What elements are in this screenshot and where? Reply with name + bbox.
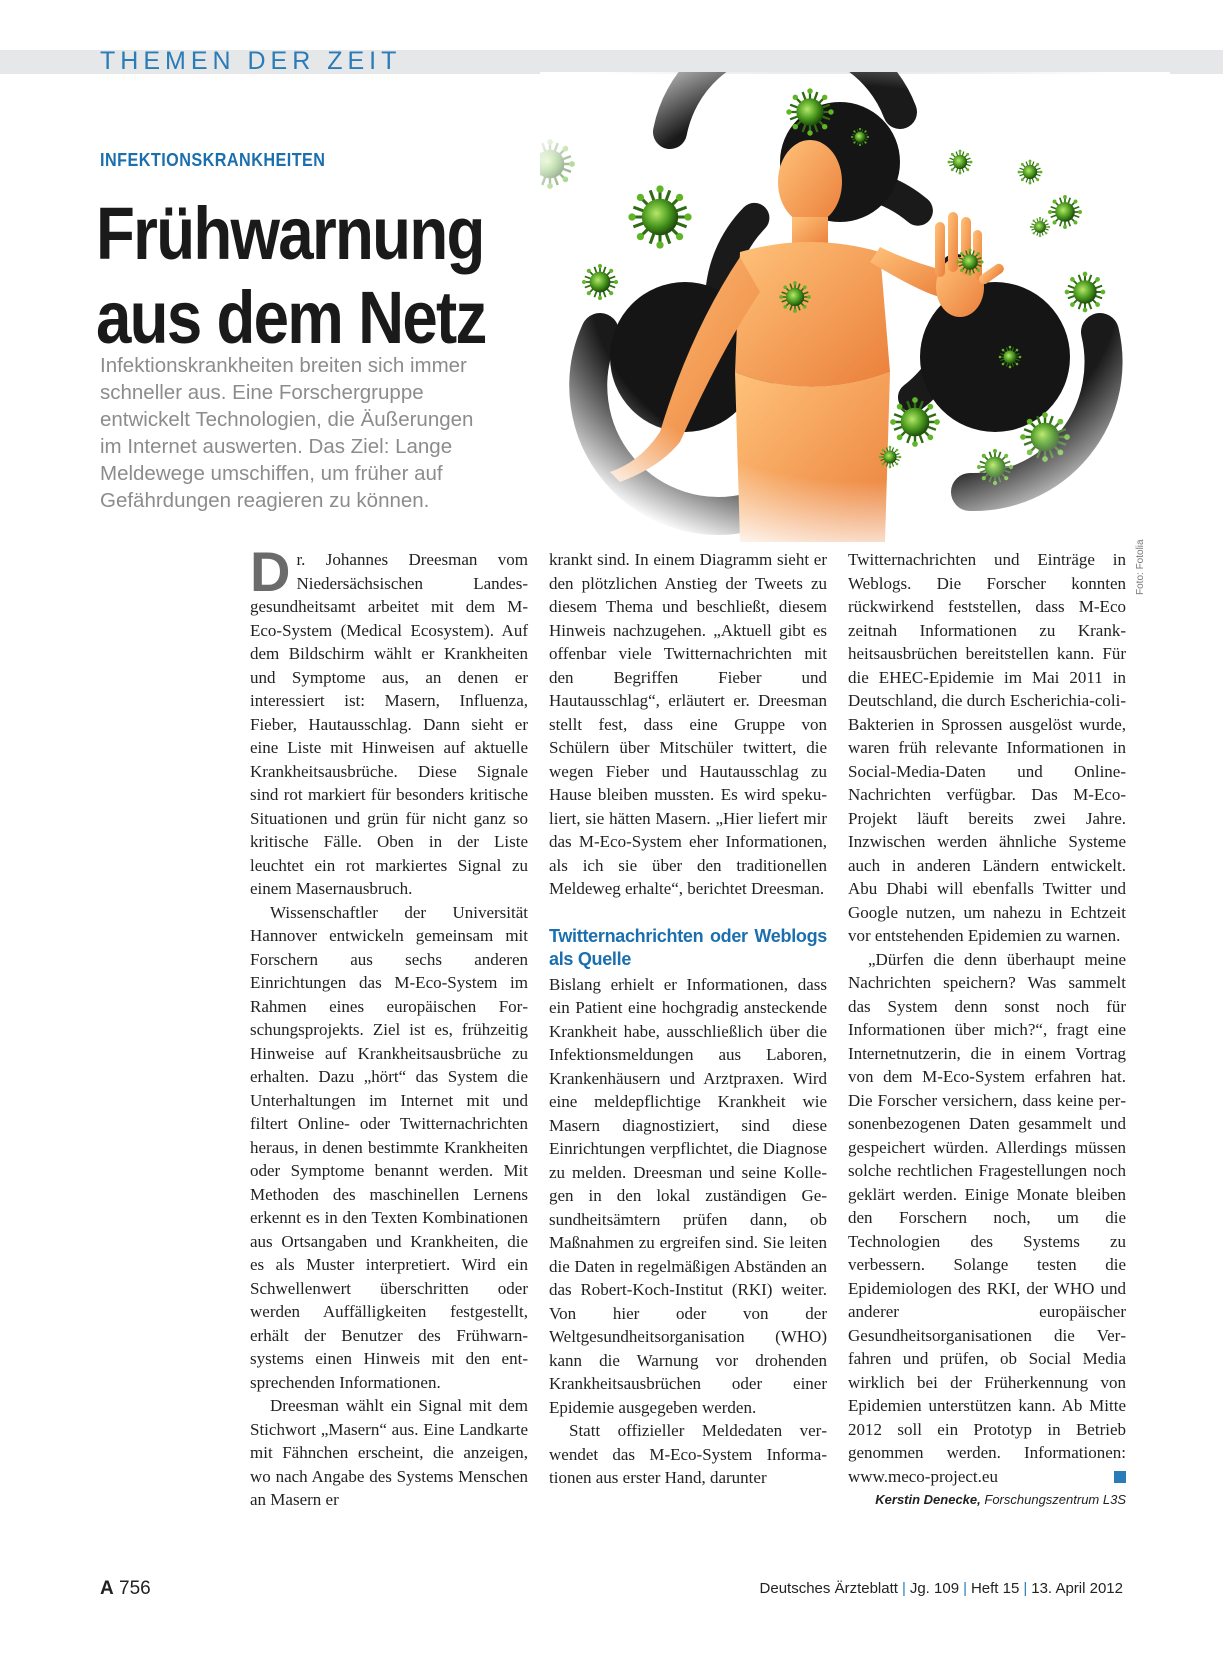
text-column-1	[250, 540, 528, 1512]
hero-illustration	[540, 72, 1170, 542]
teaser-line: Meldewege umschiffen, um früher auf	[100, 462, 443, 485]
teaser-line: im Internet auswerten. Das Ziel: Lange	[100, 435, 453, 458]
journal-date: 13. April 2012	[1031, 1580, 1123, 1597]
paragraph	[848, 948, 1126, 1489]
end-mark-icon	[1114, 1471, 1126, 1483]
drop-cap: D	[250, 540, 291, 603]
separator: |	[1023, 1580, 1028, 1597]
page-number-value: 756	[113, 1578, 151, 1599]
teaser-line: Gefährdungen reagieren zu können.	[100, 489, 430, 512]
text-column-2	[549, 548, 827, 1490]
teaser-line: entwickelt Technologien, die Äußerungen	[100, 408, 474, 431]
separator: |	[901, 1580, 906, 1597]
paragraph: Wissenschaftler der Universität Hannover entwickeln gemeinsam mit Forschern aus sechs anderen Einrichtungen das M-Eco-System im Rahmen eines europäischen Forschungsprojekts. Ziel ist es, frühzeitig Hinweise auf Krankheitsausbrüche zu erhalten. Dazu „hört“ das System die Unterhaltungen im Internet mit und filtert Online- oder Twitternachrichten heraus, in denen bestimmte Krankheiten oder Symptome benannt werden. Mit Methoden des maschinellen Lernens erkennt es in den Texten Kombinationen aus Ortsangaben und Krankheiten, die es als Muster interpretiert. Wird ein Schwellenwert überschritten oder werden Auffälligkeiten festgestellt, erhält der Benutzer des Frühwarnsystems einen Hinweis mit den entsprechenden Informationen.	[250, 902, 528, 1392]
paragraph: Twitternachrichten und Einträge in Weblogs. Die Forscher konnten rückwirkend feststellen, dass M-Eco zeitnah Informationen zu Krankheitsausbrüchen bereitstellen kann. Für die EHEC-Epidemie im Mai 2011 in Deutschland, die durch Escherichia-coli-Bakterien in Sprossen ausgelöst wurde, waren früh relevante Informationen in Social-Media-Daten und Online-Nachrichten verfügbar. Das M-Eco-Projekt läuft bereits zwei Jahre. Inzwischen werden ähnliche Systeme auch in anderen Ländern entwickelt. Abu Dhabi will ebenfalls Twitter und Google nutzen, um nahezu in Echtzeit vor entstehenden Epidemien zu warnen.	[848, 550, 1126, 945]
paragraph: Dreesman wählt ein Signal mit dem Stichwort „Masern“ aus. Eine Landkarte mit Fähnchen erscheint, die anzeigen, wo nach Angabe des Systems Menschen an Masern er	[250, 1396, 528, 1509]
teaser-line: schneller aus. Eine Forschergruppe	[100, 381, 424, 404]
article-headline	[96, 192, 486, 360]
journal-footer	[760, 1580, 1123, 1597]
photo-credit: Foto: Fotolia	[1135, 539, 1146, 595]
page-prefix: A	[100, 1578, 114, 1599]
teaser-line: Infektionskrankheiten breiten sich immer	[100, 354, 467, 377]
author-affiliation: Forschungszentrum L3S	[980, 1492, 1126, 1507]
article-kicker: INFEKTIONSKRANKHEITEN	[100, 150, 326, 170]
text-column-3	[848, 548, 1126, 1510]
page-number	[100, 1578, 151, 1600]
paragraph: Bislang erhielt er Informationen, dass ein Patient eine hochgradig ansteckende Krankheit habe, ausschließlich über die Infektionsmeldungen aus Laboren, Krankenhäusern und Arztpraxen. Wird eine meldepflichtige Krankheit wie Masern diagnostiziert, sind diese Einrichtungen verpflichtet, die Diagnose zu melden. Dreesman und seine Kollegen in den lokal zuständigen Gesundheitsämtern prüfen dann, ob Maßnahmen zu ergreifen sind. Sie leiten die Daten in regelmäßigen Abständen an das Robert-Koch-Institut (RKI) weiter. Von hier oder von der Weltgesundheitsorganisation (WHO) kann die Warnung vor drohenden Krankheitsausbrüchen oder einer Epidemie ausgegeben werden.	[549, 974, 827, 1417]
subheading: Twitternachrichten oder Weblogs als Quelle	[549, 925, 827, 969]
section-label: THEMEN DER ZEIT	[100, 47, 402, 75]
article-teaser	[100, 352, 540, 514]
author-line	[848, 1490, 1126, 1510]
paragraph	[250, 540, 528, 901]
journal-issue: Heft 15	[970, 1580, 1020, 1597]
separator: |	[963, 1580, 967, 1597]
journal-name: Deutsches Ärzteblatt	[759, 1580, 898, 1597]
journal-volume: Jg. 109	[909, 1580, 960, 1597]
paragraph-text: „Dürfen die denn überhaupt meine Nachrichten speichern? Was sammelt das System denn sonst noch für Informationen über mich?“, fragt eine Internetnutzerin, die in einem Vortrag von dem M-Eco-System erfahren hat. Die Forscher versichern, dass keine personenbezogenen Daten gesammelt und gespeichert würden. Allerdings müssen solche rechtlichen Fragestellungen noch geklärt werden. Einige Monate bleiben den Forschern noch, um die Technologien des Systems zu verbessern. Solange testen die Epidemiologen des RKI, der WHO und anderer europäischer Gesundheitsorganisationen die Verfahren und prüfen, ob Social Media wirklich bei der Früherkennung von Epidemien unterstützen kann. Ab Mitte 2012 soll ein Prototyp in Betrieb genommen werden. Informationen: www.meco-project.eu	[848, 949, 1126, 1486]
paragraph-text: r. Johannes Dreesman vom Niedersächsischen Landesgesundheitsamt arbeitet mit dem M-Eco-System (Medical Ecosystem). Auf dem Bildschirm wählt er Krankheiten und Symptome aus, an denen er interessiert ist: Masern, Influenza, Fieber, Hautausschlag. Dann sieht er eine Liste mit Hinweisen auf aktuelle Krankheitsausbrüche. Diese Signale sind rot markiert für besonders kritische Situationen und grün für nicht ganz so kritische Fälle. Oben in der Liste leuchtet ein rot markiertes Signal zu einem Masernausbruch.	[250, 550, 528, 898]
author-name: Kerstin Denecke,	[875, 1492, 981, 1507]
headline-line-2: aus dem Netz	[96, 276, 486, 359]
headline-line-1: Frühwarnung	[96, 192, 484, 275]
paragraph: krankt sind. In einem Diagramm sieht er den plötzlichen Anstieg der Tweets zu diesem Thema und beschließt, diesem Hinweis nachzugehen. „Aktuell gibt es offenbar viele Twitternachrichten mit den Begriffen Fieber und Hautausschlag“, erläutert er. Dreesman stellt fest, dass eine Gruppe von Schülern über Mitschüler twittert, die wegen Fieber und Hautausschlag zu Hause bleiben mussten. Es wird spekuliert, sie hätten Masern. „Hier liefert mir das M-Eco-System eher Informationen, als ich sie über den traditionellen Meldeweg erhalte“, berichtet Dreesman.	[549, 550, 827, 898]
paragraph: Statt offizieller Meldedaten verwendet das M-Eco-System Informationen aus erster Hand, darunter	[549, 1421, 827, 1487]
